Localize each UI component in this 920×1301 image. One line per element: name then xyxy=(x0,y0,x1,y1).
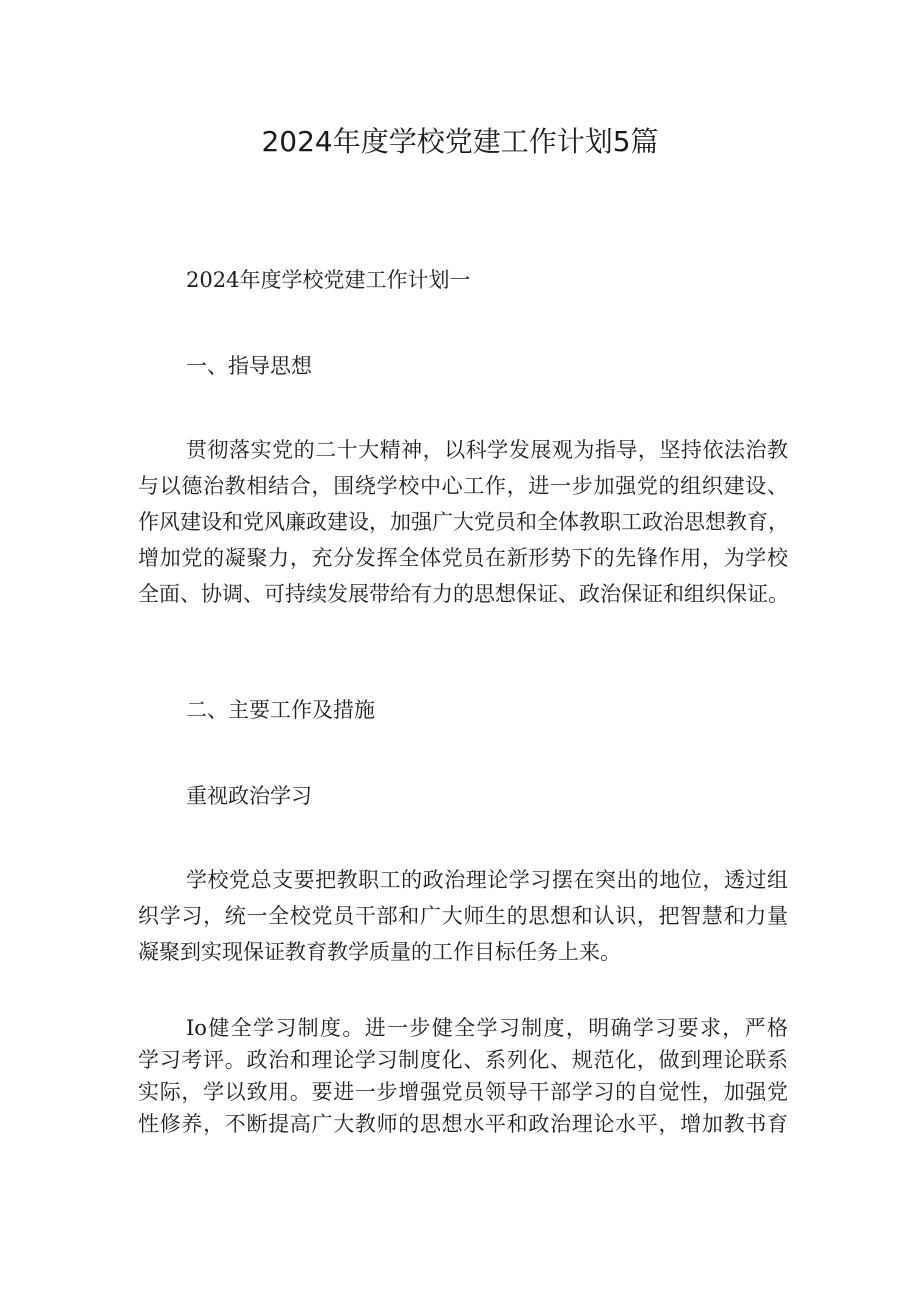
paragraph-line: 性修养，不断提高广大教师的思想水平和政治理论水平，增加教书育 xyxy=(138,1112,788,1136)
paragraph-line: 织学习，统一全校党员干部和广大师生的思想和认识，把智慧和力量 xyxy=(138,904,788,928)
paragraph-line: Io健全学习制度。进一步健全学习制度，明确学习要求，严格 xyxy=(186,1016,788,1040)
section-heading-main-work: 二、主要工作及措施 xyxy=(186,698,375,722)
paragraph-political-study xyxy=(138,862,788,970)
paragraph-line: 增加党的凝聚力，充分发挥全体党员在新形势下的先锋作用，为学校 xyxy=(138,546,788,570)
subtitle-heading: 2024年度学校党建工作计划一 xyxy=(186,268,471,292)
document-title: 2024年度学校党建工作计划5篇 xyxy=(261,125,659,158)
paragraph-line: 与以德治教相结合，围绕学校中心工作，进一步加强党的组织建设、 xyxy=(138,474,788,498)
paragraph-line: 学校党总支要把教职工的政治理论学习摆在突出的地位，透过组 xyxy=(186,868,788,892)
paragraph-line: 凝聚到实现保证教育教学质量的工作目标任务上来。 xyxy=(138,940,621,964)
paragraph-line: 全面、协调、可持续发展带给有力的思想保证、政治保证和组织保证。 xyxy=(138,582,789,606)
paragraph-line: 实际，学以致用。要进一步增强党员领导干部学习的自觉性，加强党 xyxy=(138,1080,788,1104)
paragraph-guiding-ideology xyxy=(138,432,788,612)
paragraph-line: 贯彻落实党的二十大精神，以科学发展观为指导，坚持依法治教 xyxy=(186,438,788,462)
paragraph-study-system xyxy=(138,1012,788,1140)
section-heading-guiding-ideology: 一、指导思想 xyxy=(186,354,312,378)
paragraph-line: 学习考评。政治和理论学习制度化、系列化、规范化，做到理论联系 xyxy=(138,1048,788,1072)
sub-heading-political-study: 重视政治学习 xyxy=(186,784,312,808)
paragraph-line: 作风建设和党风廉政建设，加强广大党员和全体教职工政治思想教育， xyxy=(138,510,789,534)
